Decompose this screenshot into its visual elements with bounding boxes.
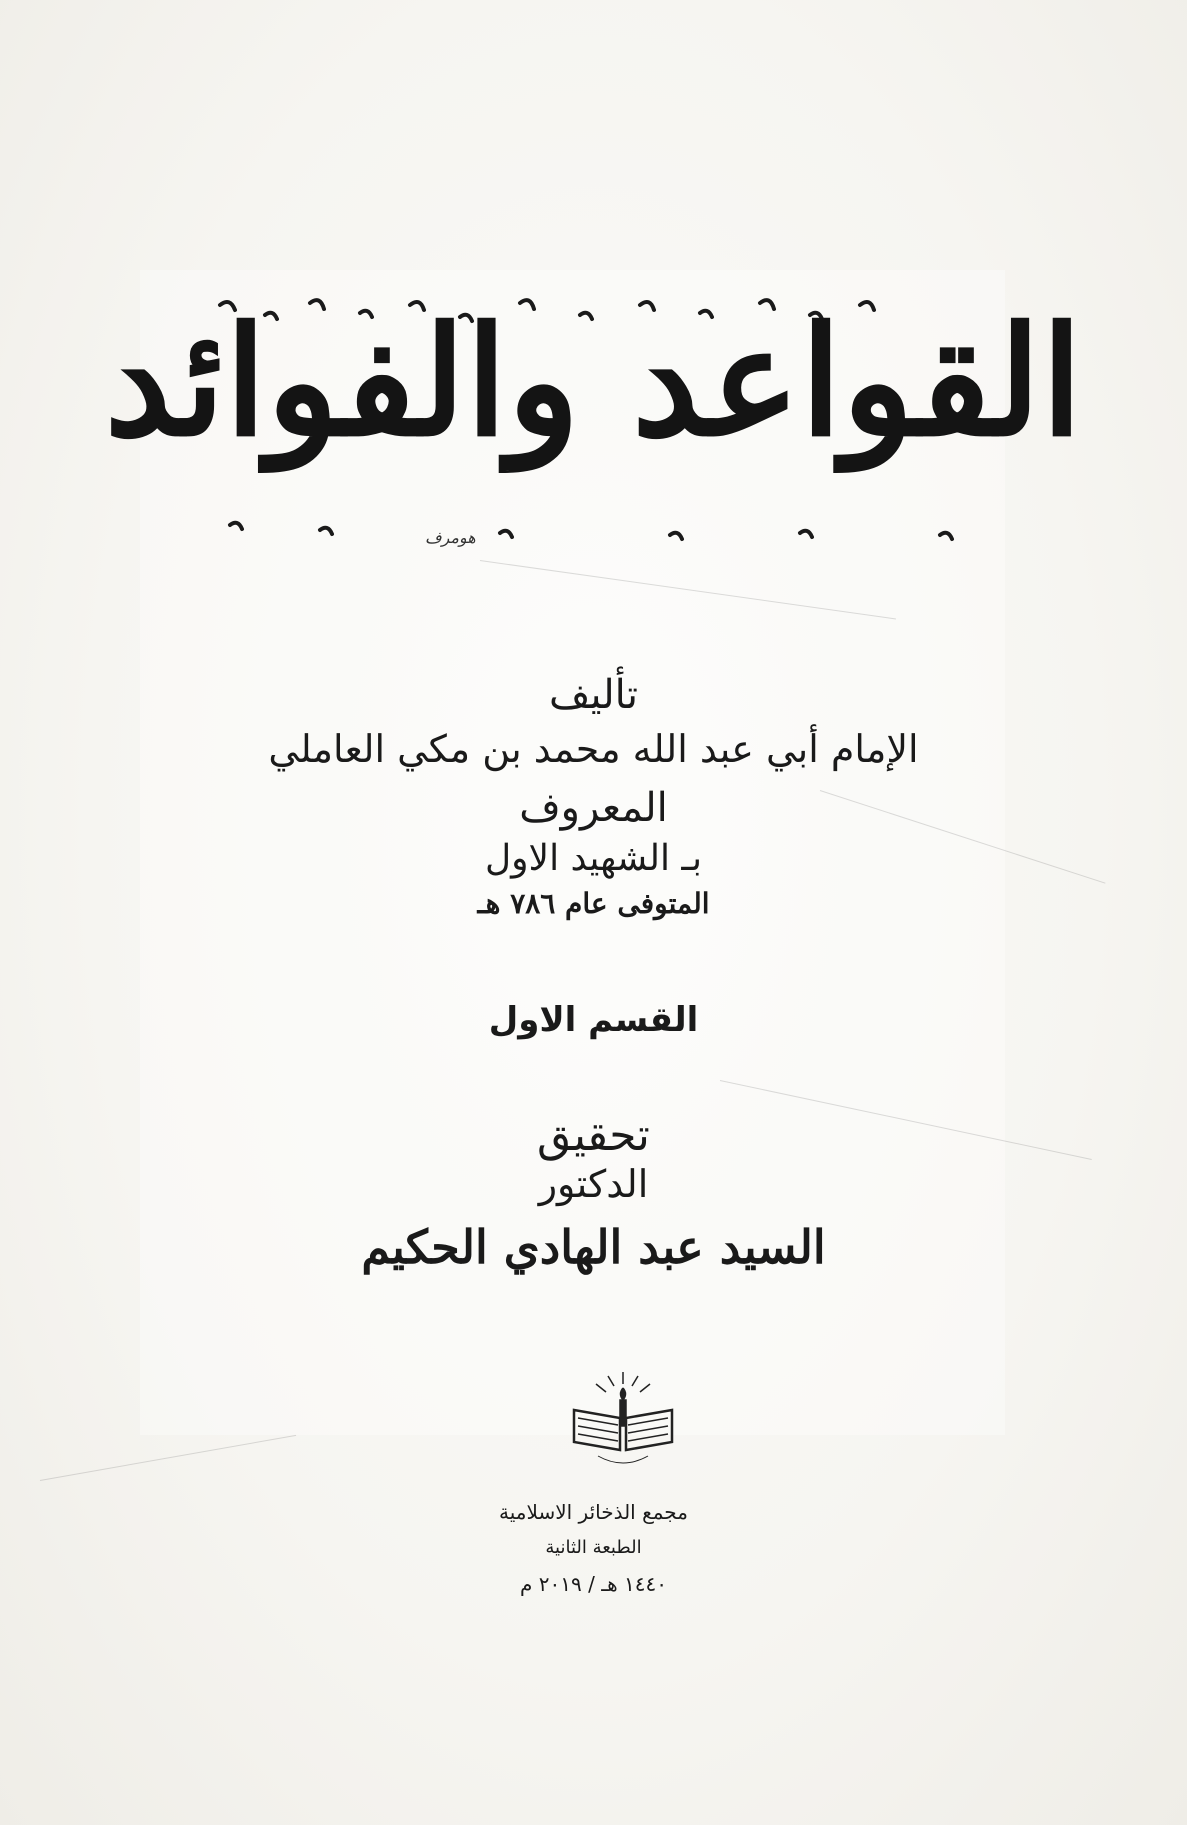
- calligrapher-signature: هومرف: [425, 528, 476, 547]
- volume-part: القسم الاول: [488, 1000, 699, 1040]
- publication-year: ١٤٤٠ هـ / ٢٠١٩ م: [520, 1572, 667, 1596]
- editor-heading: تحقيق: [537, 1110, 650, 1161]
- author-laqab: بـ الشهيد الاول: [485, 838, 702, 879]
- editor-name: السيد عبد الهادي الحكيم: [361, 1220, 826, 1274]
- known-as-label: المعروف: [519, 785, 668, 831]
- author-heading: تأليف: [549, 672, 638, 718]
- publisher-logo: [568, 1370, 678, 1470]
- author-death-date: المتوفى عام ٧٨٦ هـ: [477, 887, 710, 920]
- book-title: القواعد والفوائد: [104, 294, 1083, 470]
- paper-scratch: [40, 1435, 296, 1481]
- editor-title: الدكتور: [538, 1162, 649, 1206]
- author-name: الإمام أبي عبد الله محمد بن مكي العاملي: [268, 727, 919, 771]
- edition-label: الطبعة الثانية: [545, 1537, 642, 1558]
- publisher-name: مجمع الذخائر الاسلامية: [499, 1500, 688, 1524]
